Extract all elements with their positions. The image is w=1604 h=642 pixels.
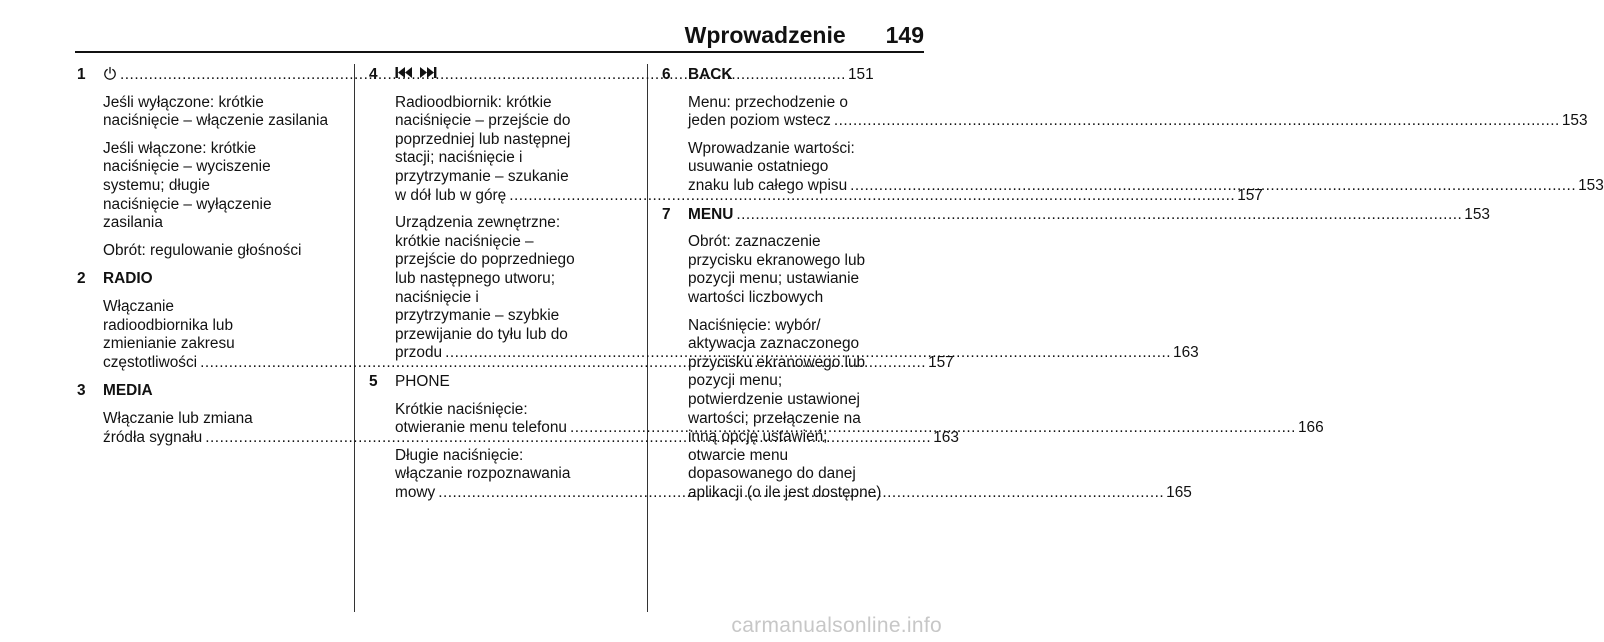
watermark: carmanualsonline.info [731,614,942,637]
description: Krótkie naciśnięcie: otwieranie menu telefonu ..... 166 [395,401,632,438]
page-ref[interactable]: 151 [847,66,874,83]
entry-number: 6 [662,66,671,83]
page-ref[interactable]: 166 [1297,419,1324,437]
dot-leader [850,177,1576,196]
chapter-title: Wprowadzenie [684,22,846,48]
description: Wprowadzanie wartości: usuwanie ostatniego znaku lub całego wpisu ..... 153 [688,140,925,196]
entry-number: 4 [369,66,378,83]
description: Naciśnięcie: wybór/ aktywacja zaznaczonego przycisku ekranowego lub pozycji menu; potwierdzenie ustawionej wartości; przełączenie na inną opcję ustawień; otwarcie menu dopasowanego do danej aplikacji (o ile jest dostępne) [688,316,882,501]
button-label-radio: RADIO [103,270,153,288]
page-ref[interactable]: 157 [1237,186,1263,204]
entry-number: 1 [77,66,86,83]
column-divider [647,64,648,612]
button-label-phone: PHONE [395,372,450,390]
description: Menu: przechodzenie o jeden poziom wstecz ..... 153 [688,94,925,131]
entry-number: 3 [77,382,86,400]
dot-leader [736,206,1462,225]
entry-number: 7 [662,205,671,223]
column-divider [354,64,355,612]
entry-number: 5 [369,372,378,390]
description: Obrót: zaznaczenie przycisku ekranowego lub pozycji menu; ustawianie wartości liczbowych [688,233,866,306]
page-ref[interactable]: 165 [1166,483,1192,501]
description: Długie naciśnięcie: włączanie rozpoznawania mowy ..... 165 [395,447,632,503]
description: Radioodbiornik: krótkie naciśnięcie – przejście do poprzedniej lub następnej stacji; naciśnięcie i przytrzymanie – szukanie w dół lub w górę ..... 157 [395,94,632,206]
skip-forward-icon [419,66,437,79]
page-ref[interactable]: 163 [1173,344,1199,362]
page-ref[interactable]: 157 [928,353,954,371]
description: Włączanie lub zmiana źródła sygnału ..... 163 [103,410,339,447]
entry-2 [77,270,954,372]
button-label-media: MEDIA [103,382,153,400]
description: Włączanie radioodbiornika lub zmienianie zakresu częstotliwości ..... 157 [103,298,339,372]
power-icon [103,66,117,85]
description: Obrót: regulowanie głośności [103,241,302,259]
page-ref[interactable]: 163 [933,428,959,446]
skip-back-icon [395,66,413,79]
page-ref[interactable]: 153 [1578,176,1604,194]
header-rule [75,51,924,53]
button-label-menu: MENU [688,205,734,223]
description: Jeśli wyłączone: krótkie naciśnięcie – włączenie zasilania [103,93,328,130]
description: Urządzenia zewnętrzne: krótkie naciśnięcie – przejście do poprzedniego lub następnego utworu; naciśnięcie i przytrzymanie – szybkie przewijanie do tyłu lub do przodu ..... 163 [395,214,632,363]
button-label-back: BACK [688,66,733,83]
description: Jeśli włączone: krótkie naciśnięcie – wyciszenie systemu; długie naciśnięcie – wyłączenie zasilania [103,139,272,232]
page-ref[interactable]: 153 [1464,205,1490,223]
dot-leader [834,112,1560,131]
page-ref[interactable]: 153 [1561,112,1588,130]
page-header [685,22,924,49]
entry-number: 2 [77,270,86,288]
page-number: 149 [885,22,924,48]
